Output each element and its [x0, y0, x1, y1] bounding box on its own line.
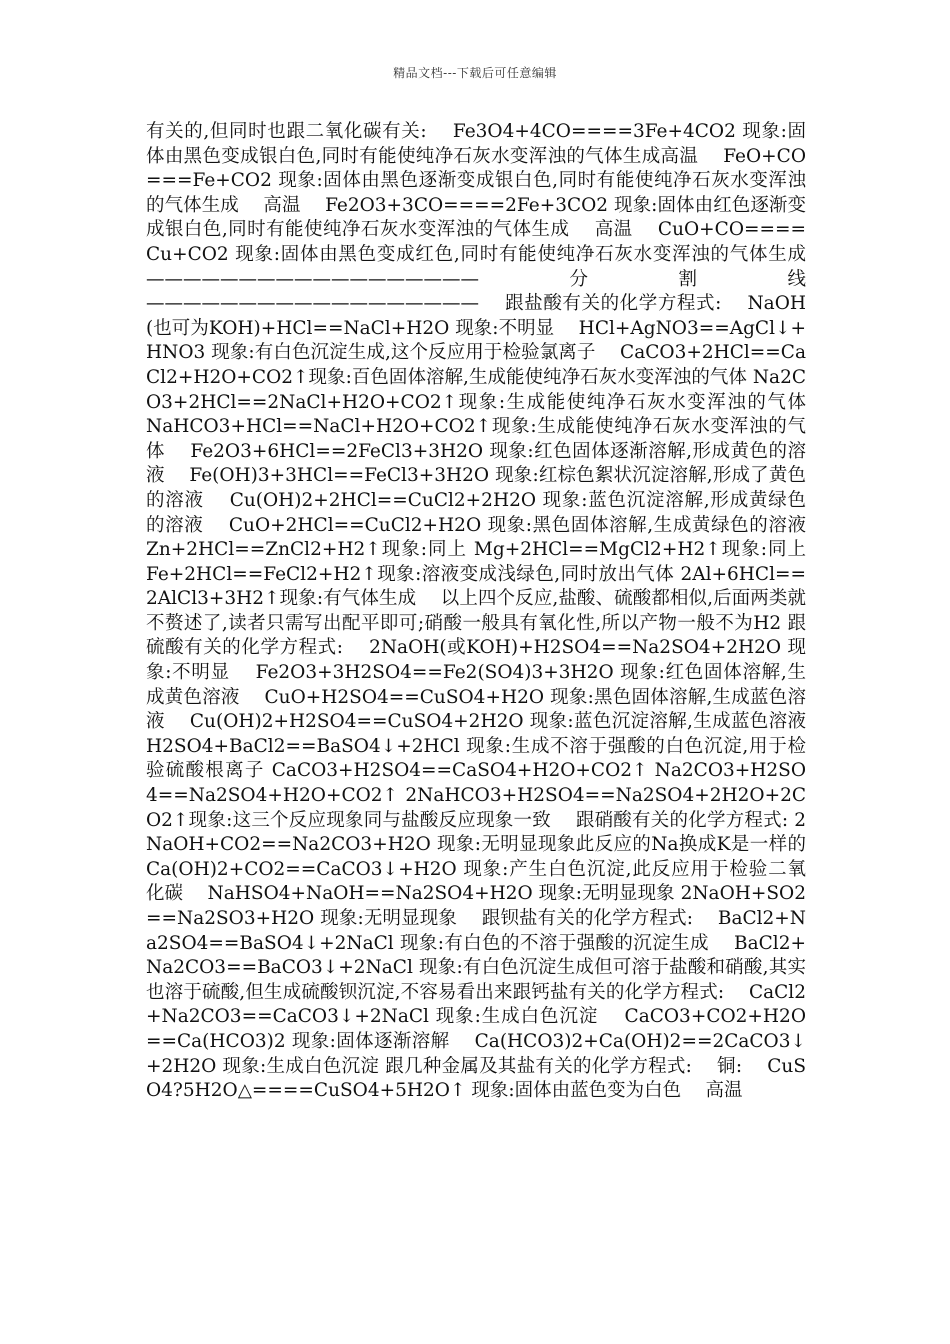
body-paragraph: 有关的,但同时也跟二氧化碳有关: Fe3O4+4CO====3Fe+4CO2 现象:固体由黑色变成银白色,同时有能使纯净石灰水变浑浊的气体生成高温 FeO+CO===Fe+CO2 现象:固体由黑色逐渐变成银白色,同时有能使纯净石灰水变浑浊的气体生成 高温 Fe2O3+3CO====2Fe+3CO2 现象:固体由红色逐渐变成银白色,同时有能使纯净石灰水变浑浊的气体生成 高温 CuO+CO====Cu+CO2 现象:固体由黑色变成红色,同时有能使纯净石灰水变浑浊的气体生成 ——————————————————分割线—————————————————— 跟盐酸有关的化学方程式: NaOH(也可为KOH)+HCl==NaCl+H2O 现象:不明显 HCl+AgNO3==AgCl↓+HNO3 现象:有白色沉淀生成,这个反应用于检验氯离子 CaCO3+2HCl==CaCl2+H2O+CO2↑现象:百色固体溶解,生成能使纯净石灰水变浑浊的气体 Na2CO3+2HCl==2NaCl+H2O+CO2↑现象:生成能使纯净石灰水变浑浊的气体 NaHCO3+HCl==NaCl+H2O+CO2↑现象:生成能使纯净石灰水变浑浊的气体 Fe2O3+6HCl==2FeCl3+3H2O 现象:红色固体逐渐溶解,形成黄色的溶液 Fe(OH)3+3HCl==FeCl3+3H2O 现象:红棕色絮状沉淀溶解,形成了黄色的溶液 Cu(OH)2+2HCl==CuCl2+2H2O 现象:蓝色沉淀溶解,形成黄绿色的溶液 CuO+2HCl==CuCl2+H2O 现象:黑色固体溶解,生成黄绿色的溶液 Zn+2HCl==ZnCl2+H2↑现象:同上 Mg+2HCl==MgCl2+H2↑现象:同上 Fe+2HCl==FeCl2+H2↑现象:溶液变成浅绿色,同时放出气体 2Al+6HCl==2AlCl3+3H2↑现象:有气体生成 以上四个反应,盐酸、硫酸都相似,后面两类就不赘述了,读者只需写出配平即可;硝酸一般具有氧化性,所以产物一般不为H2 跟硫酸有关的化学方程式: 2NaOH(或KOH)+H2SO4==Na2SO4+2H2O 现象:不明显 Fe2O3+3H2SO4==Fe2(SO4)3+3H2O 现象:红色固体溶解,生成黄色溶液 CuO+H2SO4==CuSO4+H2O 现象:黑色固体溶解,生成蓝色溶液 Cu(OH)2+H2SO4==CuSO4+2H2O 现象:蓝色沉淀溶解,生成蓝色溶液 H2SO4+BaCl2==BaSO4↓+2HCl 现象:生成不溶于强酸的白色沉淀,用于检验硫酸根离子 CaCO3+H2SO4==CaSO4+H2O+CO2↑ Na2CO3+H2SO4==Na2SO4+H2O+CO2↑ 2NaHCO3+H2SO4==Na2SO4+2H2O+2CO2↑现象:这三个反应现象同与盐酸反应现象一致 跟硝酸有关的化学方程式: 2NaOH+CO2==Na2CO3+H2O 现象:无明显现象此反应的Na换成K是一样的 Ca(OH)2+CO2==CaCO3↓+H2O 现象:产生白色沉淀,此反应用于检验二氧化碳 NaHSO4+NaOH==Na2SO4+H2O 现象:无明显现象 2NaOH+SO2==Na2SO3+H2O 现象:无明显现象 跟钡盐有关的化学方程式: BaCl2+Na2SO4==BaSO4↓+2NaCl 现象:有白色的不溶于强酸的沉淀生成 BaCl2+Na2CO3==BaCO3↓+2NaCl 现象:有白色沉淀生成但可溶于盐酸和硝酸,其实也溶于硫酸,但生成硫酸钡沉淀,不容易看出来跟钙盐有关的化学方程式: CaCl2+Na2CO3==CaCO3↓+2NaCl 现象:生成白色沉淀 CaCO3+CO2+H2O==Ca(HCO3)2 现象:固体逐渐溶解 Ca(HCO3)2+Ca(OH)2==2CaCO3↓+2H2O 现象:生成白色沉淀 跟几种金属及其盐有关的化学方程式: 铜: CuSO4?5H2O△====CuSO4+5H2O↑ 现象:固体由蓝色变为白色 高温 — [146, 121, 831, 1102]
page-header: 精品文档---下载后可任意编辑 — [393, 66, 557, 80]
